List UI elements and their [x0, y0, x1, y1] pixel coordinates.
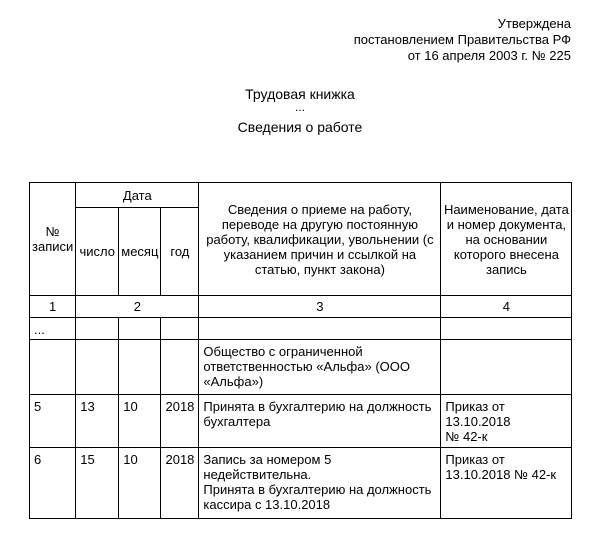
record-year: 2018: [161, 448, 199, 519]
record-no: 5: [30, 395, 76, 448]
empty-cell: [76, 340, 119, 395]
record-day: 15: [76, 448, 119, 519]
empty-cell: [161, 318, 199, 340]
ellipsis-cell: ...: [30, 318, 76, 340]
document-title: Трудовая книжка: [245, 86, 355, 102]
col-number-2: 2: [76, 296, 199, 318]
record-no: 6: [30, 448, 76, 519]
approval-line-1: Утверждена: [497, 16, 571, 31]
empty-cell: [119, 318, 161, 340]
col-number-1: 1: [30, 296, 76, 318]
record-document-line: 13.10.2018 № 42-к: [445, 467, 557, 482]
empty-cell: [161, 340, 199, 395]
table-row: [30, 395, 572, 448]
approval-line-2: постановлением Правительства РФ: [353, 32, 571, 47]
approval-line-3: от 16 апреля 2003 г. № 225: [407, 48, 571, 63]
record-document: [441, 448, 572, 519]
empty-cell: [441, 318, 572, 340]
col-number-4: 4: [441, 296, 572, 318]
record-year: 2018: [161, 395, 199, 448]
record-month: 10: [119, 395, 161, 448]
col-number-3: 3: [199, 296, 441, 318]
empty-cell: [441, 340, 572, 395]
record-info: [199, 448, 441, 519]
record-document-line: № 42-к: [445, 429, 488, 444]
header-month: месяц: [119, 208, 161, 296]
header-record-no: № записи: [30, 183, 76, 296]
empty-cell: [119, 340, 161, 395]
empty-cell: [30, 340, 76, 395]
header-day: число: [76, 208, 119, 296]
section-title: Сведения о работе: [237, 119, 363, 135]
table-row: [30, 448, 572, 519]
record-month: 10: [119, 448, 161, 519]
header-info: Сведения о приеме на работу, переводе на другую постоянную работу, квалификации, увольнении (с указанием причин и ссылкой на статью, пункт закона): [199, 183, 441, 296]
record-document-line: Приказ от: [445, 452, 505, 467]
record-info-line: Принята в бухгалтерию на должность кассира с 13.10.2018: [203, 482, 432, 512]
header-date: Дата: [76, 183, 199, 208]
record-info-line: Запись за номером 5 недействительна.: [203, 452, 332, 482]
approval-block: [354, 16, 571, 64]
record-day: 13: [76, 395, 119, 448]
record-document: [441, 395, 572, 448]
work-records-table: [29, 182, 572, 519]
record-document-line: 13.10.2018: [445, 414, 511, 429]
title-ellipsis: ...: [294, 100, 305, 114]
record-document-line: Приказ от: [445, 399, 505, 414]
header-document: Наименование, дата и номер документа, на основании которого внесена запись: [441, 183, 572, 296]
empty-cell: [76, 318, 119, 340]
record-info: Принята в бухгалтерию на должность бухгалтера: [199, 395, 441, 448]
header-year: год: [161, 208, 199, 296]
organization-name: Общество с ограниченной ответственностью «Альфа» (ООО «Альфа»): [199, 340, 441, 395]
empty-cell: [199, 318, 441, 340]
